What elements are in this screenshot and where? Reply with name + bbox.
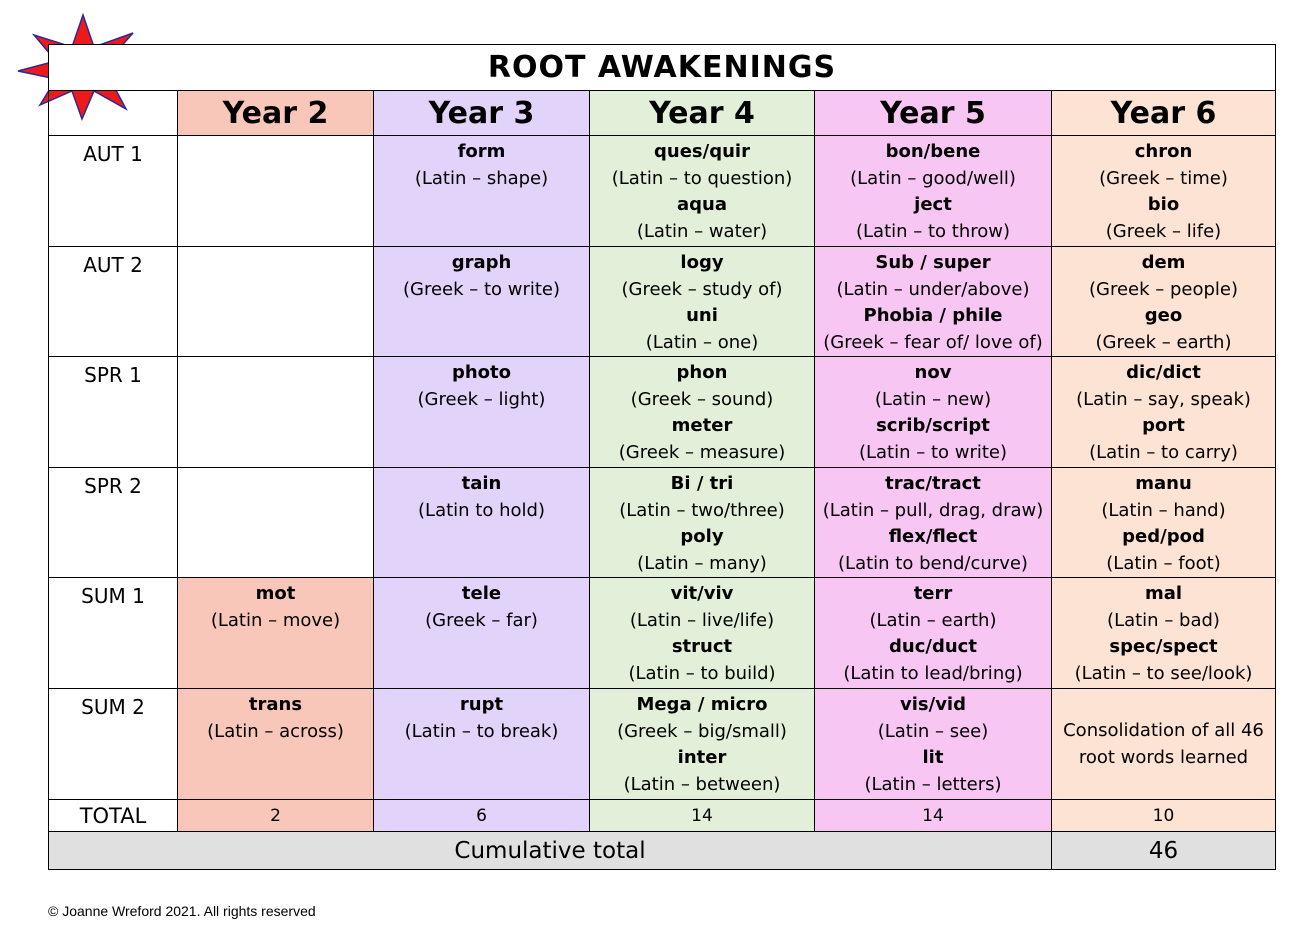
root-meaning: (Latin – letters): [864, 773, 1002, 795]
root-word: phon: [676, 362, 728, 383]
root-meaning: (Latin – hand): [1101, 499, 1226, 521]
cell-aut1-y5: [815, 136, 1052, 247]
root-meaning: (Latin – between): [623, 773, 781, 795]
root-meaning: (Latin – one): [645, 331, 759, 353]
root-meaning: (Latin – pull, drag, draw): [822, 499, 1044, 521]
term-label-sum1: SUM 1: [48, 578, 178, 689]
root-meaning: (Latin – to carry): [1089, 441, 1238, 463]
cell-aut2-y5: [815, 247, 1052, 357]
root-word: vit/viv: [670, 583, 734, 604]
root-meaning: (Latin – good/well): [850, 167, 1016, 189]
copyright-notice: © Joanne Wreford 2021. All rights reserved: [48, 903, 316, 919]
root-meaning: (Latin – water): [636, 220, 768, 242]
root-word: nov: [914, 362, 952, 383]
root-word: trac/tract: [885, 473, 981, 494]
root-word: tele: [461, 583, 502, 604]
header-corner-cell: [48, 91, 178, 136]
cell-sum1-y4: [590, 578, 815, 689]
root-word: photo: [451, 362, 512, 383]
root-meaning: (Latin – many): [637, 552, 767, 574]
root-word: trans: [248, 694, 303, 715]
cell-aut1-y4: [590, 136, 815, 247]
root-word: mot: [255, 583, 296, 604]
root-word: bio: [1147, 194, 1180, 215]
root-word: poly: [680, 526, 724, 547]
root-word: mal: [1144, 583, 1183, 604]
root-word: duc/duct: [889, 636, 977, 657]
root-meaning: (Latin – bad): [1107, 609, 1220, 631]
cell-spr1-y3: [374, 357, 590, 468]
cell-aut1-y3: [374, 136, 590, 247]
cell-spr1-y4: [590, 357, 815, 468]
root-word: manu: [1135, 473, 1192, 494]
root-word: graph: [451, 252, 512, 273]
root-meaning: (Latin – across): [207, 720, 344, 742]
cell-sum2-y2: [178, 689, 374, 800]
root-meaning: (Latin – say, speak): [1076, 388, 1251, 410]
root-meaning: (Greek – people): [1088, 278, 1239, 300]
root-word: dem: [1141, 252, 1186, 273]
total-value-year-5: 14: [815, 800, 1052, 832]
term-label-sum2: SUM 2: [48, 689, 178, 800]
root-word: logy: [680, 252, 724, 273]
root-word: form: [457, 141, 506, 162]
root-meaning: (Latin – to throw): [855, 220, 1010, 242]
root-meaning: (Latin – to question): [611, 167, 793, 189]
root-word: geo: [1144, 305, 1183, 326]
root-word: uni: [686, 305, 718, 326]
root-meaning: (Latin – to break): [404, 720, 559, 742]
cell-spr2-y5: [815, 468, 1052, 578]
cell-sum1-y2: [178, 578, 374, 689]
total-value-year-6: 10: [1052, 800, 1276, 832]
cell-aut2-y3: [374, 247, 590, 357]
cell-sum2-y6: [1052, 689, 1276, 800]
root-word: bon/bene: [885, 141, 981, 162]
total-label: TOTAL: [48, 800, 178, 832]
cell-aut2-y2: [178, 247, 374, 357]
cell-aut2-y4: [590, 247, 815, 357]
cell-aut1-y6: [1052, 136, 1276, 247]
root-meaning: (Greek – time): [1099, 167, 1228, 189]
root-meaning: (Greek – sound): [630, 388, 774, 410]
root-meaning: (Latin – to write): [858, 441, 1008, 463]
root-word: flex/flect: [888, 526, 978, 547]
root-meaning: (Greek – to write): [402, 278, 561, 300]
root-word: port: [1142, 415, 1185, 436]
cell-spr2-y6: [1052, 468, 1276, 578]
term-label-aut1: AUT 1: [48, 136, 178, 247]
root-word: inter: [677, 747, 727, 768]
consolidation-note-line: Consolidation of all 46: [1063, 720, 1264, 741]
term-label-aut2: AUT 2: [48, 247, 178, 357]
root-word: rupt: [459, 694, 504, 715]
root-word: Mega / micro: [636, 694, 768, 715]
root-meaning: (Greek – life): [1105, 220, 1222, 242]
root-meaning: (Greek – light): [417, 388, 546, 410]
root-meaning: (Latin to bend/curve): [838, 552, 1028, 574]
root-word: vis/vid: [900, 694, 966, 715]
root-meaning: (Latin – under/above): [836, 278, 1030, 300]
root-meaning: (Greek – measure): [618, 441, 786, 463]
root-meaning: (Latin – shape): [414, 167, 549, 189]
year-header-5: Year 5: [815, 91, 1052, 136]
root-word: Phobia / phile: [863, 305, 1003, 326]
root-word: dic/dict: [1126, 362, 1201, 383]
term-label-spr1: SPR 1: [48, 357, 178, 468]
root-meaning: (Greek – big/small): [617, 720, 787, 742]
root-meaning: (Latin to lead/bring): [843, 662, 1023, 684]
root-meaning: (Latin – foot): [1106, 552, 1221, 574]
cumulative-total-value: 46: [1052, 832, 1276, 870]
cell-sum2-y4: [590, 689, 815, 800]
cell-sum1-y5: [815, 578, 1052, 689]
cumulative-total-label: Cumulative total: [48, 832, 1052, 870]
root-meaning: (Latin – see): [877, 720, 989, 742]
total-value-year-3: 6: [374, 800, 590, 832]
root-meaning: (Latin – move): [210, 609, 341, 631]
cell-sum1-y6: [1052, 578, 1276, 689]
root-word: spec/spect: [1109, 636, 1218, 657]
root-word: ped/pod: [1122, 526, 1205, 547]
cell-spr2-y4: [590, 468, 815, 578]
root-word: scrib/script: [876, 415, 990, 436]
cell-spr2-y2: [178, 468, 374, 578]
root-word: chron: [1134, 141, 1193, 162]
total-value-year-2: 2: [178, 800, 374, 832]
root-meaning: (Greek – fear of/ love of): [823, 331, 1043, 353]
root-meaning: (Latin – new): [874, 388, 992, 410]
root-word: ques/quir: [654, 141, 750, 162]
root-meaning: (Greek – study of): [621, 278, 783, 300]
cell-sum2-y5: [815, 689, 1052, 800]
root-word: lit: [922, 747, 944, 768]
cell-sum2-y3: [374, 689, 590, 800]
cell-spr1-y5: [815, 357, 1052, 468]
root-word: meter: [671, 415, 733, 436]
root-meaning: (Latin to hold): [418, 499, 545, 521]
root-meaning: (Latin – to build): [628, 662, 776, 684]
table-title: ROOT AWAKENINGS: [48, 44, 1276, 91]
root-meaning: (Greek – far): [425, 609, 538, 631]
term-label-spr2: SPR 2: [48, 468, 178, 578]
root-word: terr: [913, 583, 953, 604]
root-meaning: (Latin – two/three): [619, 499, 785, 521]
root-word: tain: [461, 473, 502, 494]
cell-aut2-y6: [1052, 247, 1276, 357]
consolidation-note-line: root words learned: [1078, 747, 1249, 768]
root-meaning: (Latin – live/life): [629, 609, 775, 631]
year-header-4: Year 4: [590, 91, 815, 136]
root-meaning: (Greek – earth): [1095, 331, 1232, 353]
root-word: Sub / super: [875, 252, 991, 273]
cell-spr1-y2: [178, 357, 374, 468]
total-value-year-4: 14: [590, 800, 815, 832]
root-meaning: (Latin – earth): [869, 609, 997, 631]
cell-spr2-y3: [374, 468, 590, 578]
root-word: ject: [914, 194, 952, 215]
year-header-6: Year 6: [1052, 91, 1276, 136]
cell-aut1-y2: [178, 136, 374, 247]
root-word: struct: [671, 636, 733, 657]
year-header-3: Year 3: [374, 91, 590, 136]
cell-sum1-y3: [374, 578, 590, 689]
root-meaning: (Latin – to see/look): [1074, 662, 1253, 684]
cell-spr1-y6: [1052, 357, 1276, 468]
root-word: Bi / tri: [670, 473, 734, 494]
root-word: aqua: [677, 194, 727, 215]
year-header-2: Year 2: [178, 91, 374, 136]
